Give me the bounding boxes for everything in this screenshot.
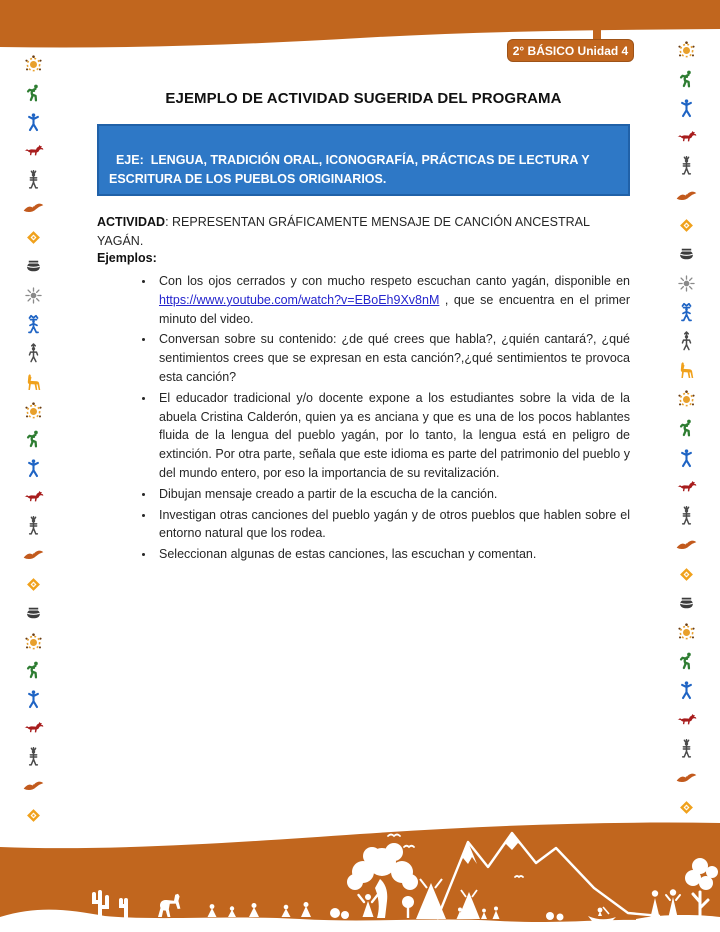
unit-badge — [507, 39, 634, 62]
condor-bird-icon — [23, 198, 44, 219]
gray-shaman-icon — [23, 170, 44, 191]
orange-diamond-icon — [23, 227, 44, 248]
eje-banner — [97, 124, 630, 196]
examples-list — [97, 272, 630, 566]
gray-shaman-icon — [676, 156, 697, 177]
red-fox-icon — [676, 477, 697, 498]
list-item — [155, 485, 630, 504]
icon-strip-left — [20, 54, 46, 826]
condor-bird-icon — [676, 186, 697, 207]
sun-figure-icon — [676, 40, 697, 61]
activity-label: ACTIVIDAD — [97, 215, 166, 229]
blue-anthropomorph-icon — [23, 112, 44, 133]
green-dancer-icon — [23, 429, 44, 450]
ceramic-pot-icon — [676, 244, 697, 265]
activity-text: : REPRESENTAN GRÁFICAMENTE MENSAJE DE CANCIÓN ANCESTRAL YAGÁN. — [97, 215, 590, 248]
ceramic-pot-icon — [23, 256, 44, 277]
orange-diamond-icon — [676, 564, 697, 585]
icon-strip-right — [673, 40, 699, 818]
condor-bird-icon — [23, 776, 44, 797]
red-fox-icon — [676, 127, 697, 148]
activity-line — [97, 213, 630, 251]
blue-anthropomorph-icon — [676, 680, 697, 701]
bullet-text: Conversan sobre su contenido: ¿de qué crees que habla?, ¿quién cantará?, ¿qué sentimientos crees que se expresan en esta canción?,¿qué sentimientos te provoca esta canción? — [159, 332, 630, 384]
list-item — [155, 272, 630, 328]
page-title: EJEMPLO DE ACTIVIDAD SUGERIDA DEL PROGRAMA — [165, 90, 562, 107]
bullet-text: , que se encuentra en el primer minuto del video. — [159, 292, 630, 326]
gray-sun-icon — [676, 273, 697, 294]
sun-figure-icon — [676, 622, 697, 643]
list-item — [155, 330, 630, 386]
gray-sun-icon — [23, 285, 44, 306]
gray-shaman-icon — [23, 516, 44, 537]
gray-shaman-icon — [23, 747, 44, 768]
condor-bird-icon — [23, 545, 44, 566]
blue-crowned-figure-icon — [676, 302, 697, 323]
youtube-link[interactable]: https://www.youtube.com/watch?v=EBoEh9Xv8nM — [159, 292, 440, 307]
ceramic-pot-icon — [23, 603, 44, 624]
ceramic-pot-icon — [676, 593, 697, 614]
sun-figure-icon — [23, 401, 44, 422]
footer-landscape-illustration — [0, 820, 720, 932]
orange-diamond-icon — [676, 215, 697, 236]
bullet-text: Seleccionan algunas de estas canciones, las escuchan y comentan. — [159, 547, 537, 562]
list-item — [155, 545, 630, 564]
green-dancer-icon — [676, 651, 697, 672]
red-fox-icon — [676, 710, 697, 731]
list-item — [155, 389, 630, 483]
platform-silhouette — [636, 915, 720, 932]
red-fox-icon — [23, 487, 44, 508]
gray-anthropomorph-icon — [23, 343, 44, 364]
list-item — [155, 506, 630, 544]
guanaco-icon — [23, 372, 44, 393]
examples-heading: Ejemplos: — [97, 251, 157, 265]
condor-bird-icon — [676, 768, 697, 789]
unit-badge-label: 2° BÁSICO Unidad 4 — [512, 43, 629, 58]
gray-anthropomorph-icon — [676, 331, 697, 352]
green-dancer-icon — [676, 418, 697, 439]
blue-anthropomorph-icon — [23, 458, 44, 479]
blue-anthropomorph-icon — [676, 448, 697, 469]
gray-shaman-icon — [676, 506, 697, 527]
guanaco-icon — [676, 360, 697, 381]
eje-banner-text: EJE: LENGUA, TRADICIÓN ORAL, ICONOGRAFÍA, PRÁCTICAS DE LECTURA Y ESCRITURA DE LOS PUEBLOS ORIGINARIOS. — [109, 152, 593, 186]
red-fox-icon — [23, 141, 44, 162]
bullet-text: El educador tradicional y/o docente expone a los estudiantes sobre la vida de la abuela Cristina Calderón, quien ya es anciana y que es una de los pocos hablantes fluida de la lengua del pueblo yagán, por lo tanto, la lengua está en peligro de extinción. Por otra parte, señala que este idioma es parte del patrimonio del pueblo y del mundo entero, por eso la importancia de su revitalización. — [159, 390, 630, 480]
sun-figure-icon — [23, 632, 44, 653]
green-dancer-icon — [23, 660, 44, 681]
bullet-text: Dibujan mensaje creado a partir de la escucha de la canción. — [159, 486, 498, 501]
red-fox-icon — [23, 718, 44, 739]
blue-anthropomorph-icon — [23, 689, 44, 710]
bullet-text: Con los ojos cerrados y con mucho respeto escuchan canto yagán, disponible en — [159, 274, 630, 288]
green-dancer-icon — [23, 83, 44, 104]
green-dancer-icon — [676, 69, 697, 90]
gray-shaman-icon — [676, 739, 697, 760]
sun-figure-icon — [23, 54, 44, 75]
condor-bird-icon — [676, 535, 697, 556]
sun-figure-icon — [676, 389, 697, 410]
orange-diamond-icon — [23, 574, 44, 595]
blue-anthropomorph-icon — [676, 98, 697, 119]
blue-crowned-figure-icon — [23, 314, 44, 335]
orange-diamond-icon — [676, 797, 697, 818]
bullet-text: Investigan otras canciones del pueblo yagán y de otros pueblos que hablen sobre el entorno natural que los rodea. — [159, 507, 630, 541]
